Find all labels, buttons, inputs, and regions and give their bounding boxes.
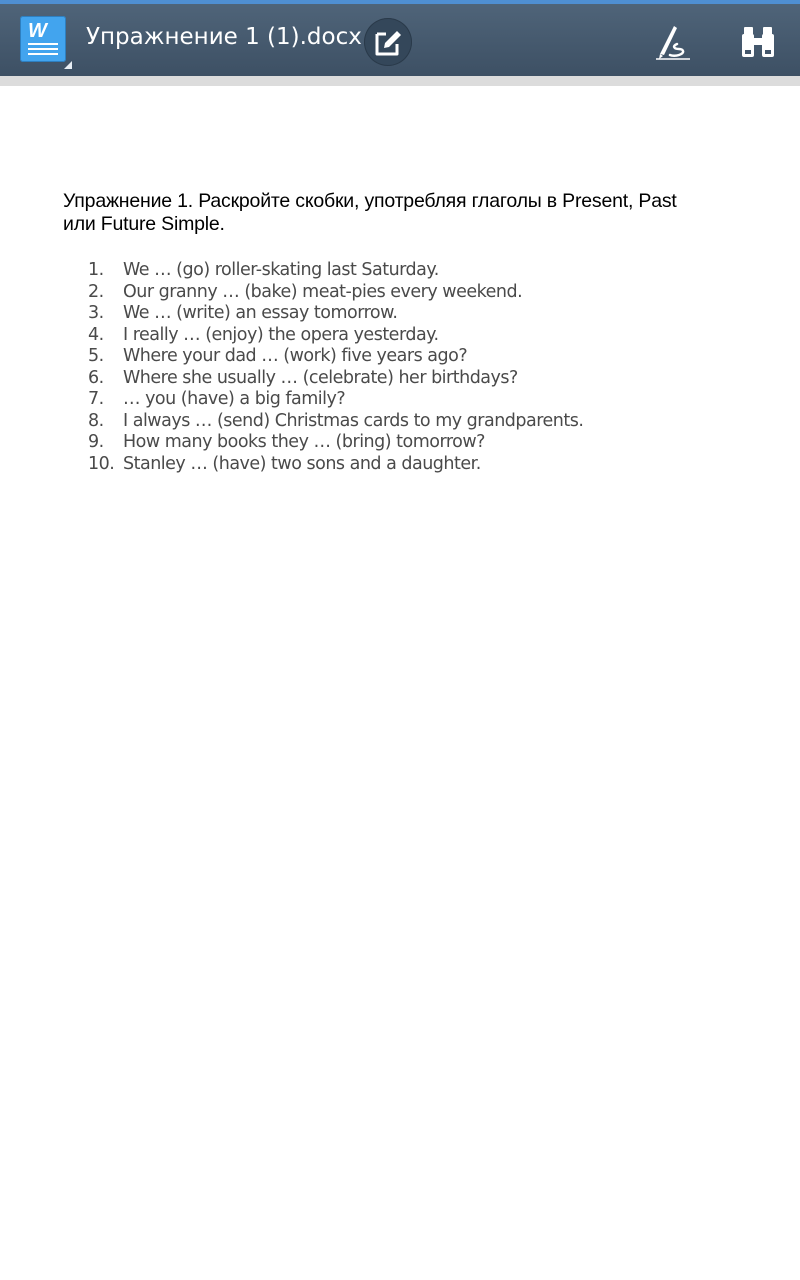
item-text: Our granny … (bake) meat-pies every weekend.	[123, 281, 523, 302]
item-number: 8.	[88, 410, 104, 431]
document-title: Упражнение 1 (1).docx	[86, 24, 362, 50]
item-text: … you (have) a big family?	[123, 389, 346, 409]
item-text: I always … (send) Christmas cards to my grandparents.	[123, 410, 584, 431]
item-number: 2.	[88, 281, 104, 302]
list-item	[88, 303, 583, 325]
edit-button[interactable]	[364, 18, 412, 66]
item-text: We … (go) roller-skating last Saturday.	[123, 260, 439, 280]
item-text: Stanley … (have) two sons and a daughter.	[123, 453, 481, 474]
exercise-heading: Упражнение 1. Раскройте скобки, употребляя глаголы в Present, Past или Future Simple.	[63, 190, 677, 235]
item-text: Where your dad … (work) five years ago?	[123, 346, 468, 366]
item-text: We … (write) an essay tomorrow.	[123, 303, 398, 323]
top-toolbar	[0, 0, 800, 76]
item-number: 4.	[88, 324, 104, 345]
list-item	[88, 411, 583, 433]
item-number: 5.	[88, 346, 104, 366]
list-item	[88, 325, 583, 347]
list-item	[88, 389, 583, 411]
document-page[interactable]	[0, 86, 800, 1280]
item-text: Where she usually … (celebrate) her birthdays?	[123, 367, 518, 388]
list-item	[88, 432, 583, 454]
item-number: 1.	[88, 260, 104, 280]
toolbar-divider	[0, 76, 800, 86]
binoculars-icon	[736, 20, 780, 64]
find-button[interactable]	[736, 20, 780, 64]
edit-icon	[364, 18, 412, 66]
word-app-icon[interactable]	[20, 16, 66, 62]
list-item	[88, 282, 583, 304]
annotate-button[interactable]	[650, 20, 696, 64]
item-number: 3.	[88, 303, 104, 323]
word-app-icon-line	[28, 53, 58, 55]
menu-corner-indicator	[64, 61, 72, 69]
list-item	[88, 454, 583, 476]
item-number: 9.	[88, 432, 104, 452]
word-app-icon-line	[28, 48, 58, 50]
item-text: How many books they … (bring) tomorrow?	[123, 432, 485, 452]
item-text: I really … (enjoy) the opera yesterday.	[123, 324, 439, 345]
word-app-icon-line	[28, 43, 58, 45]
word-app-icon-letter: W	[28, 20, 47, 42]
exercise-list	[88, 260, 583, 475]
list-item	[88, 260, 583, 282]
item-number: 10.	[88, 453, 115, 474]
item-number: 6.	[88, 367, 104, 388]
pen-icon	[650, 20, 696, 64]
item-number: 7.	[88, 389, 104, 409]
list-item	[88, 346, 583, 368]
list-item	[88, 368, 583, 390]
